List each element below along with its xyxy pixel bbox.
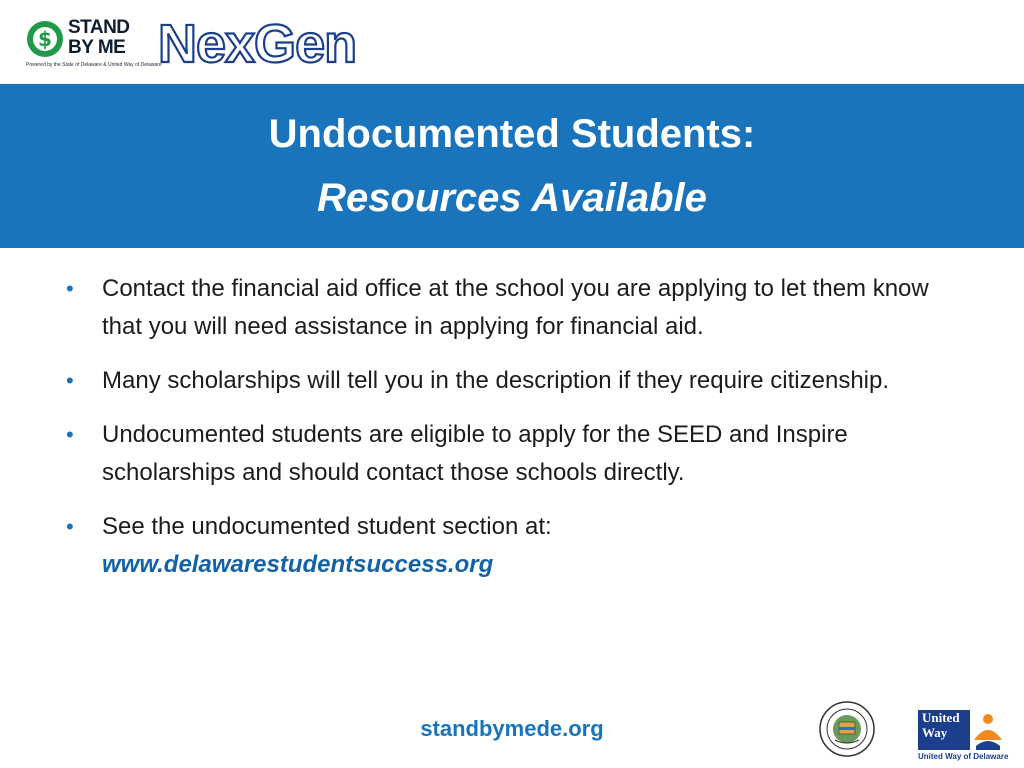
bullet-icon: • (66, 422, 74, 447)
standbyme-line1: STAND (68, 17, 130, 38)
title-banner (0, 84, 1024, 248)
list-item (66, 416, 946, 492)
uw-line2: Way (922, 725, 948, 740)
bullet-list (66, 270, 946, 600)
united-way-logo[interactable] (918, 710, 1009, 761)
bullet-text: Many scholarships will tell you in the description if they require citizenship. (102, 367, 890, 394)
united-way-box (918, 710, 970, 750)
header (0, 0, 1024, 84)
nexgen-logo[interactable] (156, 12, 360, 72)
standbyme-logo[interactable] (26, 14, 162, 70)
bullet-text: Undocumented students are eligible to apply for the SEED and Inspire scholarships and should contact those schools directly. (102, 421, 848, 486)
hand-person-icon (972, 710, 1004, 750)
standbyme-wordmark (68, 18, 130, 58)
page-title: Undocumented Students: (268, 112, 756, 156)
dollar-circle-icon (26, 20, 64, 58)
standbyme-line2: BY ME (68, 37, 126, 58)
list-item (66, 270, 946, 346)
list-item (66, 362, 946, 400)
student-success-link[interactable]: www.delawarestudentsuccess.org (102, 551, 494, 578)
standbyme-tagline: Powered by the State of Delaware & United Way of Delaware (26, 62, 162, 68)
bullet-text: See the undocumented student section at: (102, 513, 552, 540)
united-way-caption: United Way of Delaware (918, 752, 1009, 761)
bullet-text: Contact the financial aid office at the school you are applying to let them know that you will need assistance in applying for financial aid. (102, 275, 929, 340)
uw-line1: United (922, 710, 960, 725)
svg-text:$: $ (38, 27, 52, 51)
list-item (66, 508, 946, 584)
bullet-icon: • (66, 514, 74, 539)
state-seal-icon (818, 700, 876, 758)
footer-website-link[interactable]: standbymede.org (420, 716, 604, 741)
bullet-icon: • (66, 276, 74, 301)
nexgen-text: NexGen (158, 14, 357, 72)
bullet-icon: • (66, 368, 74, 393)
page-subtitle: Resources Available (317, 176, 707, 220)
